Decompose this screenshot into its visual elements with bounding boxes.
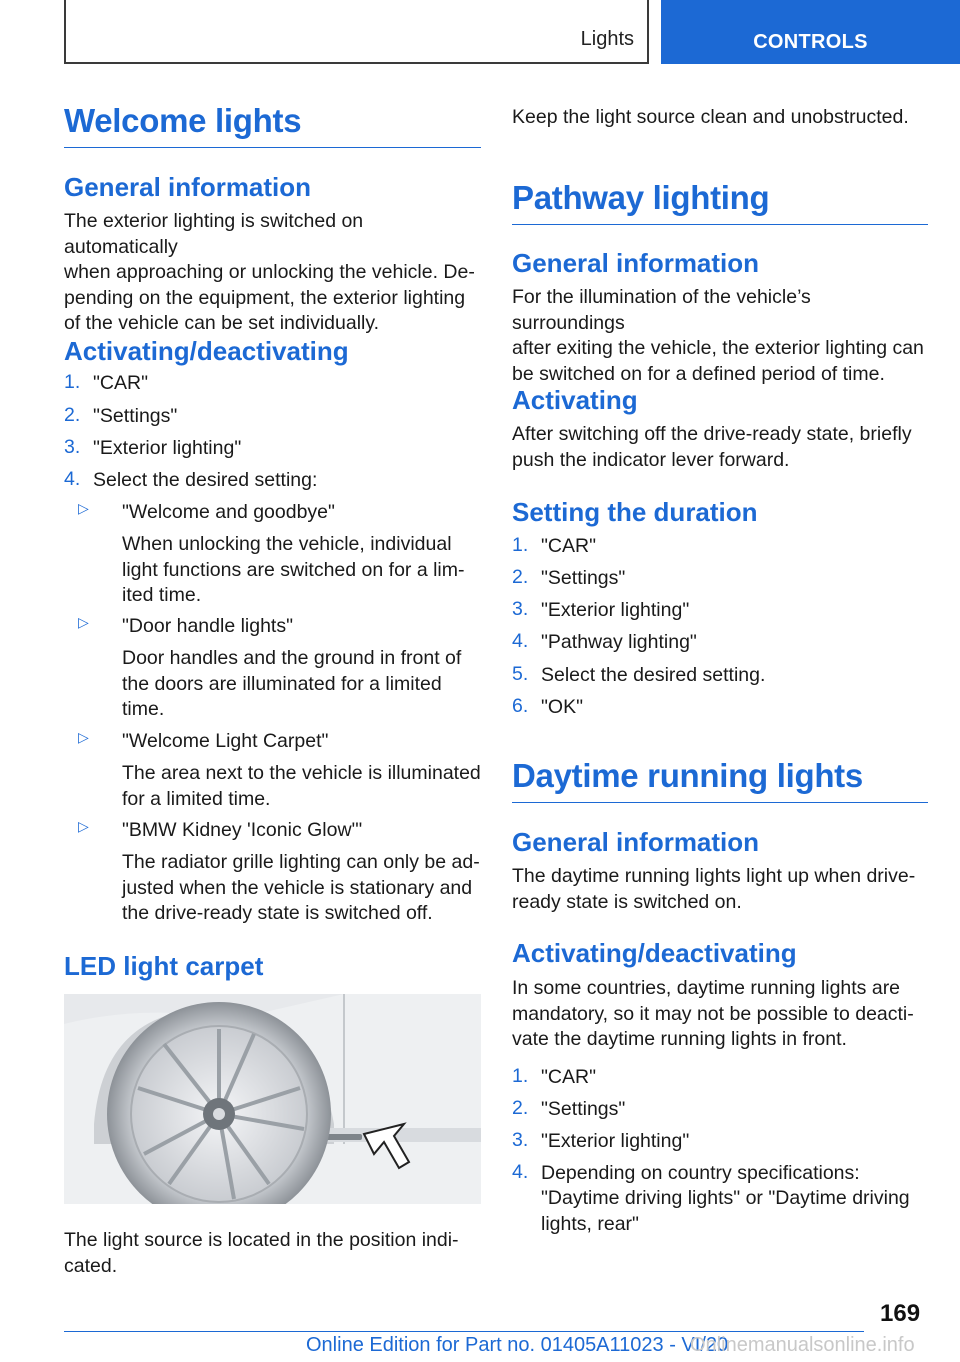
option-description: Door handles and the ground in front of the doors are illuminated for a limited time. [122,647,462,720]
setting-duration-heading: Setting the duration [512,497,758,527]
page-number: 169 [880,1300,921,1327]
led-light-carpet-heading: LED light carpet [64,951,264,981]
activating-heading: Activating/deactivating [64,336,349,366]
welcome-lights-title: Welcome lights [64,101,481,148]
general-info-heading: General information [64,172,312,202]
option-description: The radiator grille lighting can only be ad‐ justed when the vehicle is stationary and the drive-ready state is switched off. [122,851,480,924]
clean-light-source-text: Keep the light source clean and unobstructed. [512,106,909,128]
pathway-activating-heading: Activating [512,385,638,415]
daytime-general-heading: General information [512,827,760,857]
wheel-illustration [64,994,481,1204]
section-title: Lights [580,28,634,50]
daytime-general-paragraph: The daytime running lights light up when drive- ready state is switched on. [512,865,916,913]
triangle-bullet-icon: ▷ [78,818,89,834]
option-description: When unlocking the vehicle, individual light functions are switched on for a lim‐ ited time. [122,533,465,606]
daytime-activating-paragraph: In some countries, daytime running lights are mandatory, so it may not be possible to deacti‐ vate the daytime running lights in front. [512,977,914,1050]
list-item-continuation: "Daytime driving lights" or "Daytime driving lights, rear" [541,1187,910,1235]
car-wheel-image [64,994,481,1204]
carpet-caption: The light source is located in the position indi‐ cated. [64,1229,459,1277]
daytime-running-lights-title: Daytime running lights [512,756,928,803]
triangle-bullet-icon: ▷ [78,614,89,630]
pathway-activating-paragraph: After switching off the drive-ready state, briefly push the indicator lever forward. [512,423,912,471]
chapter-tab[interactable]: CONTROLS [661,0,960,64]
triangle-bullet-icon: ▷ [78,729,89,745]
pathway-general-heading: General information [512,248,760,278]
watermark-text: Onlinemanualsonline.info [690,1334,915,1356]
pathway-general-paragraph: For the illumination of the vehicle’s surroundings after exiting the vehicle, the exterior lighting can be switched on for a defined period of time. [512,286,924,385]
daytime-activating-heading: Activating/deactivating [512,938,797,968]
header-frame [64,0,649,64]
option-description: The area next to the vehicle is illuminated for a limited time. [122,762,481,810]
pathway-lighting-title: Pathway lighting [512,178,928,225]
general-info-paragraph: The exterior lighting is switched on automatically when approaching or unlocking the vehicle. De‐ pending on the equipment, the exterior lighting of the vehicle can be set individually. [64,210,475,334]
triangle-bullet-icon: ▷ [78,500,89,516]
edition-text: Online Edition for Part no. 01405A11023 - VI/20 [306,1334,729,1356]
footer-divider [64,1331,864,1332]
